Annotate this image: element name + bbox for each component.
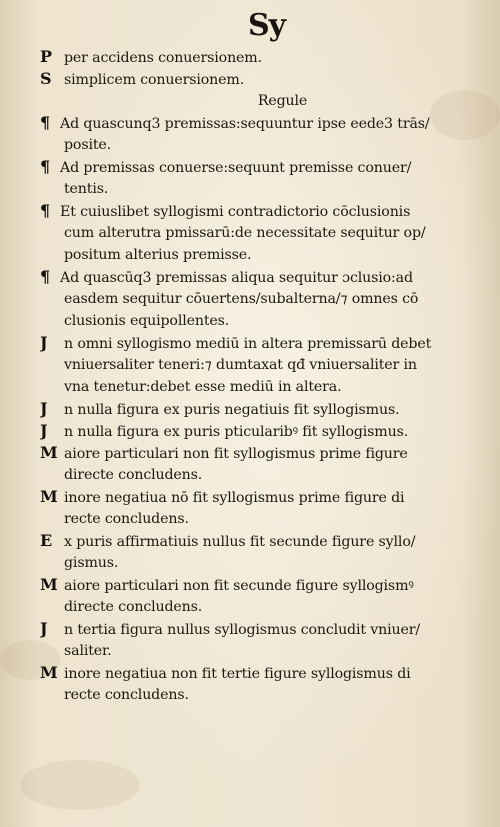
initial-letter: J [40,399,48,418]
text-line [40,530,485,552]
line-text: cum alterutra pmissarū:de necessitate sequitur op/ [64,225,426,241]
line-text: saliter. [64,643,112,659]
initial-letter: M [40,443,58,462]
initial-letter: J [40,619,48,638]
paper-stain [20,760,140,810]
line-text: n nulla figura ex puris pticularibꝰ fit syllogismus. [64,424,409,440]
line-text: Regule [257,93,308,109]
paragraph-mark: ¶ [40,113,51,132]
line-text: gismus. [64,555,119,571]
line-text: directe concludens. [64,599,203,615]
text-line [40,618,485,640]
line-text: Ad quascunq3 premissas:sequuntur ipse eede3 trās/ [60,116,430,132]
paragraph-mark: ¶ [40,267,51,286]
line-text: easdem sequitur cōuertens/subalterna/⁊ omnes cō [64,291,419,307]
initial-letter: P [40,47,52,66]
initial-letter: S [40,69,52,88]
line-text: n omni syllogismo mediū in altera premissarū debet [64,336,432,352]
text-line [40,134,485,156]
text-line [40,266,485,288]
line-text: x puris affirmatiuis nullus fit secunde figure syllo/ [64,534,416,550]
line-text: inore negatiua non fit tertie figure syllogismus di [64,666,411,682]
text-line [40,552,485,574]
text-line [40,46,485,68]
line-text: vniuersaliter teneri:⁊ dumtaxat qđ vniuersaliter in [64,357,417,373]
line-text: Et cuiuslibet syllogismi contradictorio cōclusionis [60,204,411,220]
text-line [40,354,485,376]
text-line [40,178,485,200]
line-text: aiore particulari non fit secunde figure syllogismꝰ [64,578,414,594]
text-line [40,310,485,332]
initial-letter: E [40,531,53,550]
text-line [40,640,485,662]
initial-letter: J [40,421,48,440]
initial-letter: M [40,575,58,594]
text-line [40,442,485,464]
line-text: simplicem conuersionem. [64,72,245,88]
text-line [40,112,485,134]
text-line [40,662,485,684]
line-text: Ad premissas conuerse:sequunt premisse conuer/ [60,160,412,176]
text-line [40,684,485,706]
text-line [40,222,485,244]
initial-letter: J [40,333,48,352]
text-line [40,486,485,508]
page-header: Sy [248,8,286,43]
line-text: clusionis equipollentes. [64,313,230,329]
paragraph-mark: ¶ [40,201,51,220]
text-line [40,156,485,178]
line-text: inore negatiua nō fit syllogismus prime figure di [64,490,405,506]
line-text: recte concludens. [64,687,189,703]
text-line [40,332,485,354]
text-line [40,464,485,486]
line-text: tentis. [64,181,109,197]
line-text: positum alterius premisse. [64,247,252,263]
text-line [40,596,485,618]
text-line [40,200,485,222]
paragraph-mark: ¶ [40,157,51,176]
line-text: n nulla figura ex puris negatiuis fit syllogismus. [64,402,400,418]
text-line [40,574,485,596]
line-text: vna tenetur:debet esse mediū in altera. [64,379,342,395]
line-text: directe concludens. [64,467,203,483]
line-text: aiore particulari non fit syllogismus prime figure [64,446,408,462]
text-line [40,288,485,310]
section-heading [40,90,485,112]
text-line [40,68,485,90]
text-line [40,244,485,266]
line-text: n tertia figura nullus syllogismus concludit vniuer/ [64,622,421,638]
text-line [40,508,485,530]
initial-letter: M [40,663,58,682]
text-line [40,398,485,420]
line-text: per accidens conuersionem. [64,50,262,66]
text-block [40,46,485,706]
text-line [40,420,485,442]
line-text: posite. [64,137,111,153]
line-text: Ad quascūq3 premissas aliqua sequitur ɔclusio:ad [60,270,413,286]
text-line [40,376,485,398]
line-text: recte concludens. [64,511,189,527]
initial-letter: M [40,487,58,506]
